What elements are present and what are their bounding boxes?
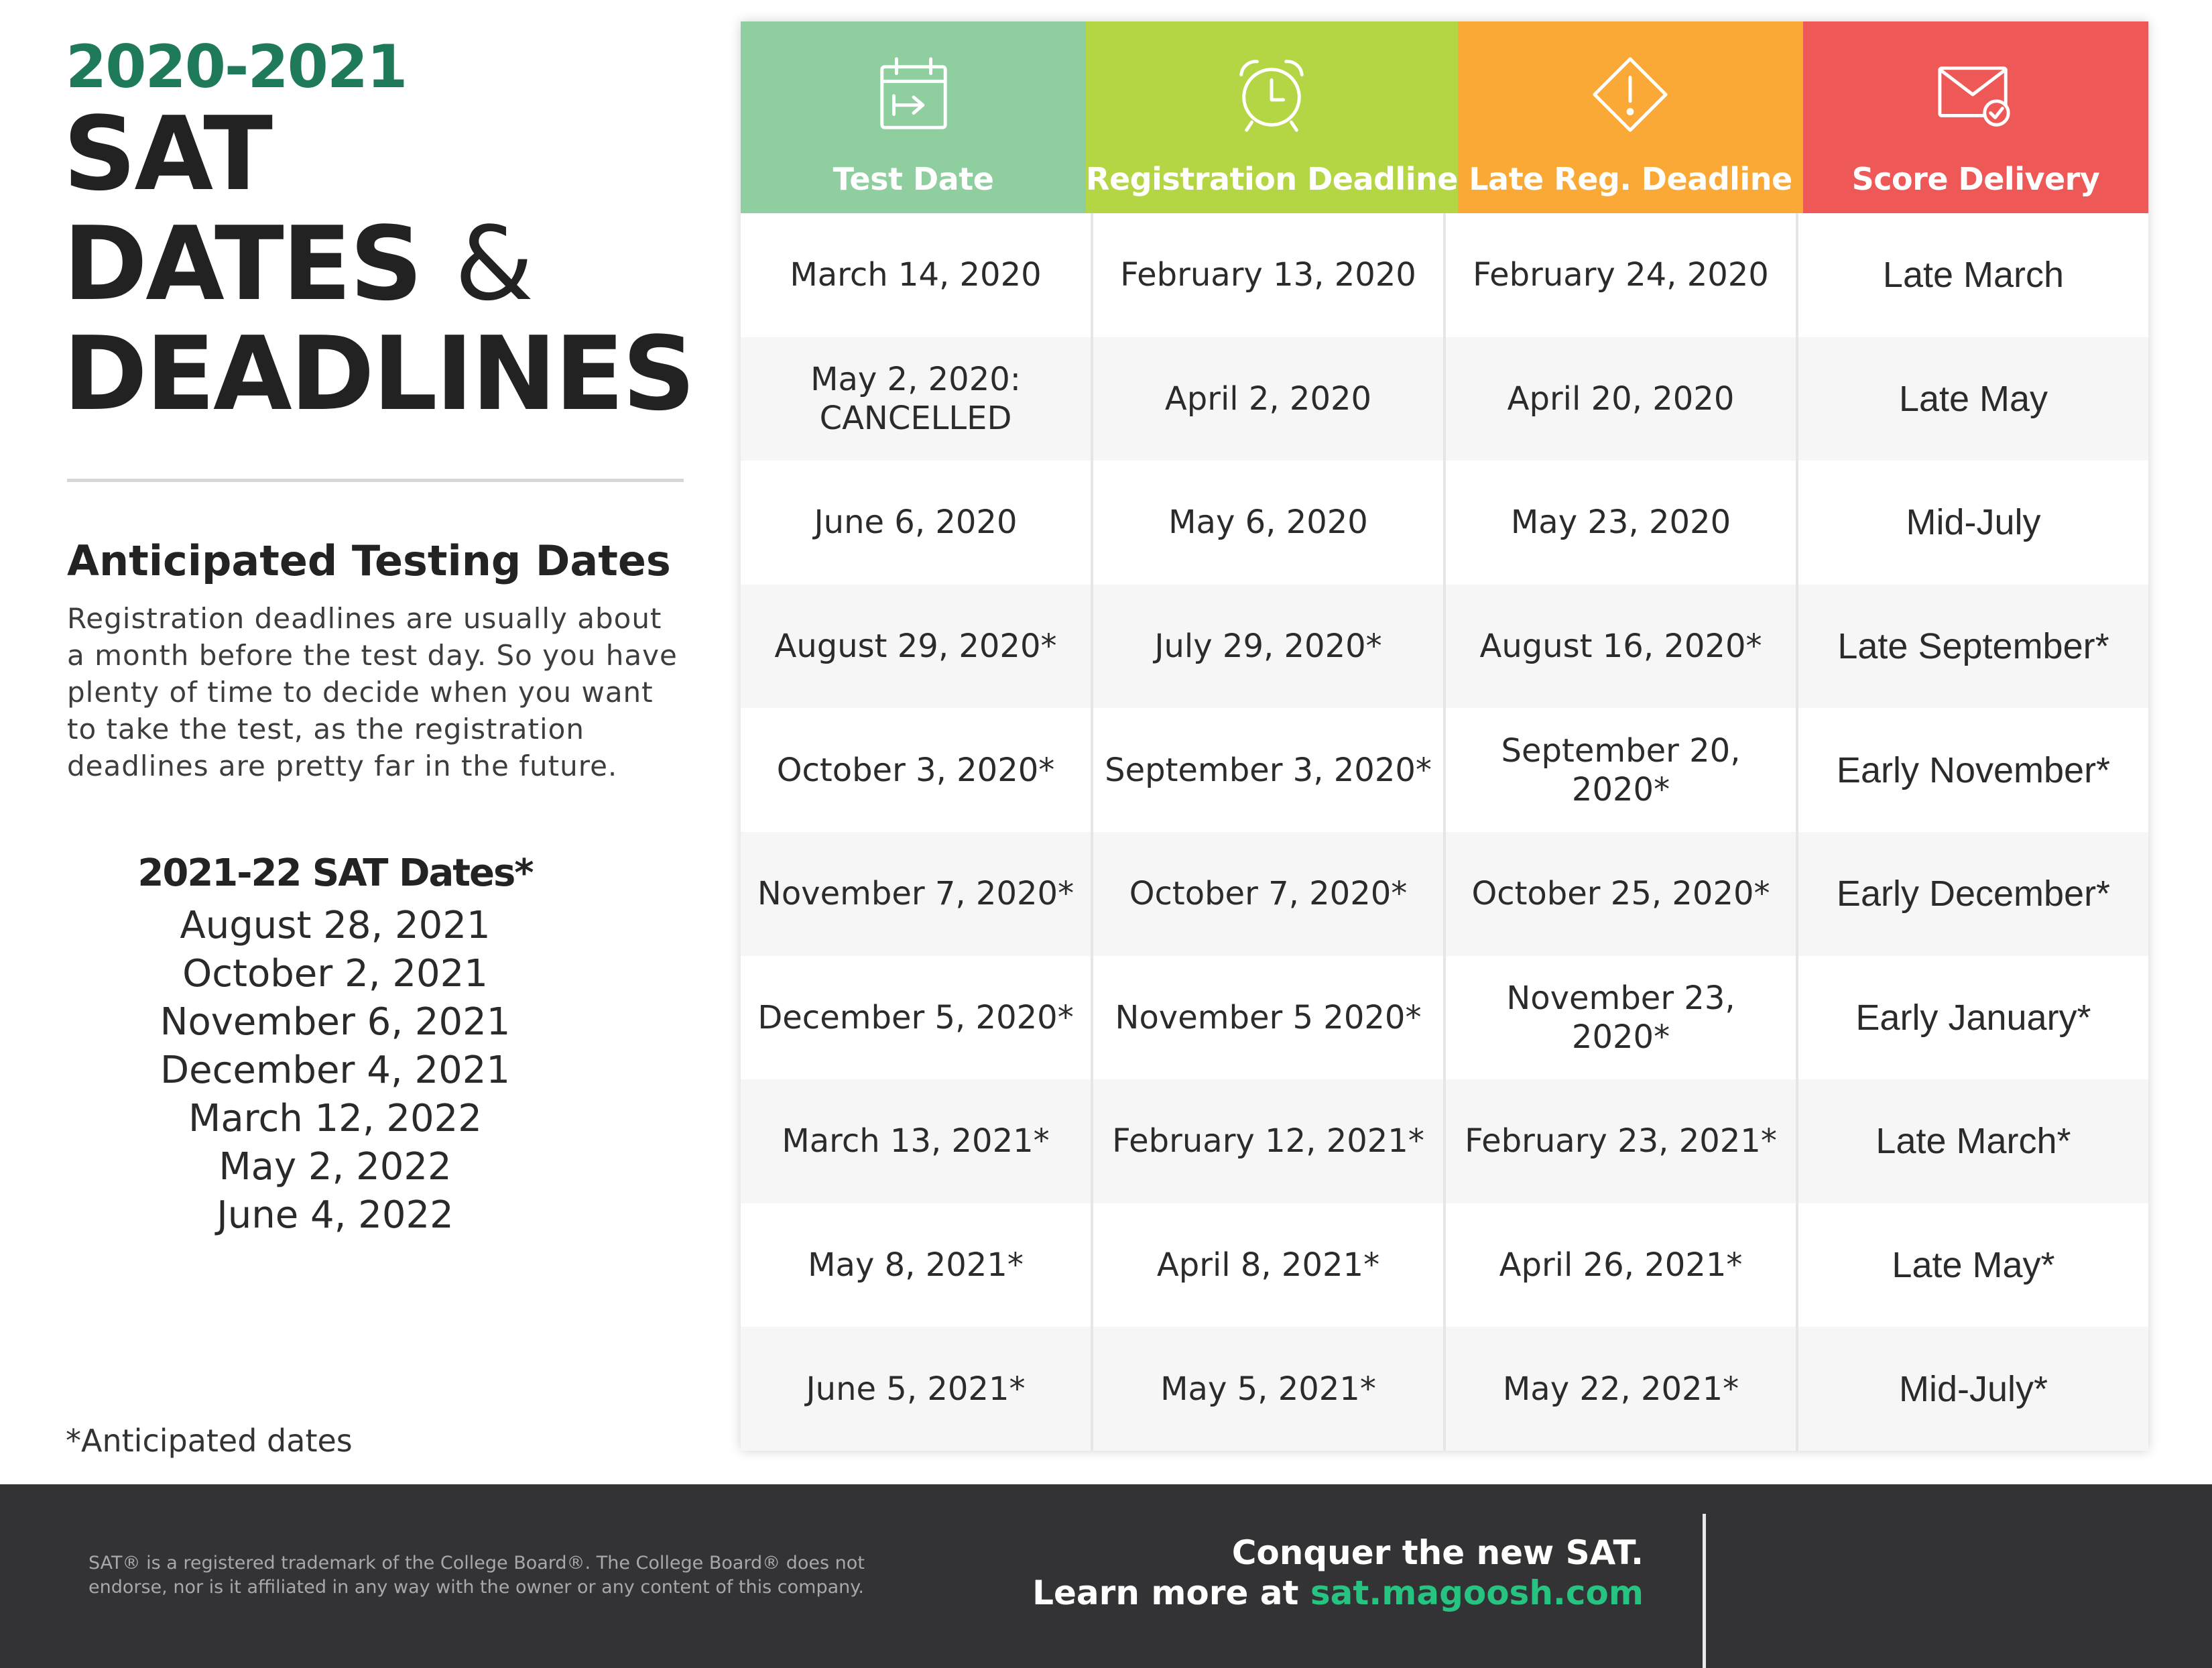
column-header-label: Late Reg. Deadline xyxy=(1469,161,1792,197)
footer-divider xyxy=(1703,1514,1706,1668)
cta-prefix: Learn more at xyxy=(1032,1573,1299,1612)
column-header-label: Registration Deadline xyxy=(1086,161,1458,197)
table-row xyxy=(741,956,2148,1080)
table-row xyxy=(741,585,2148,709)
table-row xyxy=(741,1327,2148,1451)
registration-deadline-cell: February 13, 2020 xyxy=(1093,213,1446,337)
score-delivery-cell: Late March xyxy=(1882,255,2065,296)
upcoming-date: May 2, 2022 xyxy=(219,1145,452,1189)
late-reg-deadline-cell: May 22, 2021* xyxy=(1446,1327,1798,1451)
registration-deadline-cell: April 8, 2021* xyxy=(1093,1203,1446,1327)
score-delivery-cell: Mid-July xyxy=(1906,502,2041,543)
late-reg-deadline-cell: October 25, 2020* xyxy=(1446,832,1798,956)
table-row xyxy=(741,213,2148,337)
title-line-1: SAT xyxy=(63,95,271,213)
upcoming-date: March 12, 2022 xyxy=(188,1097,482,1140)
cta-headline: Conquer the new SAT. xyxy=(1231,1533,1644,1572)
table-row xyxy=(741,832,2148,956)
title-line-3: DEADLINES xyxy=(63,314,694,433)
registration-deadline-cell: November 5 2020* xyxy=(1093,956,1446,1080)
score-delivery-cell: Early December* xyxy=(1836,874,2111,914)
late-reg-deadline-cell: September 20, 2020* xyxy=(1446,708,1798,832)
test-date-cell: August 29, 2020* xyxy=(741,585,1093,709)
schedule-table xyxy=(741,21,2148,1451)
registration-deadline-cell: May 5, 2021* xyxy=(1093,1327,1446,1451)
test-date-cell: March 13, 2021* xyxy=(741,1079,1093,1203)
column-header-test-date xyxy=(741,21,1086,213)
column-header-score-delivery xyxy=(1803,21,2148,213)
mail-check-icon xyxy=(1936,55,2015,134)
score-delivery-cell: Mid-July* xyxy=(1898,1368,2048,1409)
late-reg-deadline-cell: May 23, 2020 xyxy=(1446,461,1798,585)
ampersand: & xyxy=(454,204,532,323)
footnote: *Anticipated dates xyxy=(66,1423,353,1459)
column-header-label: Test Date xyxy=(833,161,994,197)
registration-deadline-cell: May 6, 2020 xyxy=(1093,461,1446,585)
column-header-late-reg-deadline xyxy=(1458,21,1803,213)
late-reg-deadline-cell: August 16, 2020* xyxy=(1446,585,1798,709)
test-date-cell: December 5, 2020* xyxy=(741,956,1093,1080)
test-date-cell: May 2, 2020: CANCELLED xyxy=(741,337,1093,461)
upcoming-date: June 4, 2022 xyxy=(217,1193,454,1237)
calendar-icon xyxy=(874,55,953,134)
upcoming-date: October 2, 2021 xyxy=(182,952,488,996)
score-delivery-cell: Early January* xyxy=(1855,997,2091,1038)
upcoming-dates-title: 2021-22 SAT Dates* xyxy=(137,851,533,895)
score-delivery-cell: Late September* xyxy=(1837,626,2109,667)
page-title xyxy=(63,95,694,433)
upcoming-date: November 6, 2021 xyxy=(160,1000,511,1044)
registration-deadline-cell: April 2, 2020 xyxy=(1093,337,1446,461)
late-reg-deadline-cell: February 23, 2021* xyxy=(1446,1079,1798,1203)
late-reg-deadline-cell: February 24, 2020 xyxy=(1446,213,1798,337)
score-delivery-cell: Late May xyxy=(1898,378,2048,419)
table-row xyxy=(741,461,2148,585)
score-delivery-cell: Late March* xyxy=(1876,1121,2071,1162)
test-date-cell: June 5, 2021* xyxy=(741,1327,1093,1451)
call-to-action xyxy=(1032,1533,1644,1613)
website-link[interactable]: sat.magoosh.com xyxy=(1310,1573,1644,1612)
table-body xyxy=(741,213,2148,1451)
table-row xyxy=(741,1203,2148,1327)
alarm-clock-icon xyxy=(1232,55,1311,134)
warning-icon xyxy=(1591,55,1670,134)
upcoming-date: December 4, 2021 xyxy=(160,1049,510,1092)
title-line-2: DATES & xyxy=(63,204,532,323)
late-reg-deadline-cell: April 26, 2021* xyxy=(1446,1203,1798,1327)
column-header-registration-deadline xyxy=(1086,21,1458,213)
registration-deadline-cell: February 12, 2021* xyxy=(1093,1079,1446,1203)
intro-paragraph: Registration deadlines are usually about a month before the test day. So you have plenty of time to decide when you want to take the test, as the registration deadlines are pretty far in the future. xyxy=(67,602,678,782)
test-date-cell: May 8, 2021* xyxy=(741,1203,1093,1327)
test-date-cell: June 6, 2020 xyxy=(741,461,1093,585)
late-reg-deadline-cell: April 20, 2020 xyxy=(1446,337,1798,461)
test-date-cell: November 7, 2020* xyxy=(741,832,1093,956)
registration-deadline-cell: September 3, 2020* xyxy=(1093,708,1446,832)
years-heading: 2020-2021 xyxy=(66,32,407,101)
table-row xyxy=(741,337,2148,461)
registration-deadline-cell: July 29, 2020* xyxy=(1093,585,1446,709)
test-date-cell: October 3, 2020* xyxy=(741,708,1093,832)
late-reg-deadline-cell: November 23, 2020* xyxy=(1446,956,1798,1080)
footer xyxy=(0,1484,2212,1668)
table-row xyxy=(741,1079,2148,1203)
divider xyxy=(67,479,684,482)
section-subhead: Anticipated Testing Dates xyxy=(67,536,671,585)
score-delivery-cell: Early November* xyxy=(1836,750,2111,790)
test-date-cell: March 14, 2020 xyxy=(741,213,1093,337)
trademark-notice: SAT® is a registered trademark of the College Board®. The College Board® does not endorse, nor is it affiliated in any way with the owner or any content of this company. xyxy=(88,1553,865,1598)
upcoming-date: August 28, 2021 xyxy=(180,904,491,947)
cta-learn-more xyxy=(1032,1573,1644,1613)
upcoming-dates-list xyxy=(67,851,603,1240)
table-header xyxy=(741,21,2148,213)
table-row xyxy=(741,708,2148,832)
score-delivery-cell: Late May* xyxy=(1892,1245,2055,1286)
registration-deadline-cell: October 7, 2020* xyxy=(1093,832,1446,956)
column-header-label: Score Delivery xyxy=(1851,161,2100,197)
